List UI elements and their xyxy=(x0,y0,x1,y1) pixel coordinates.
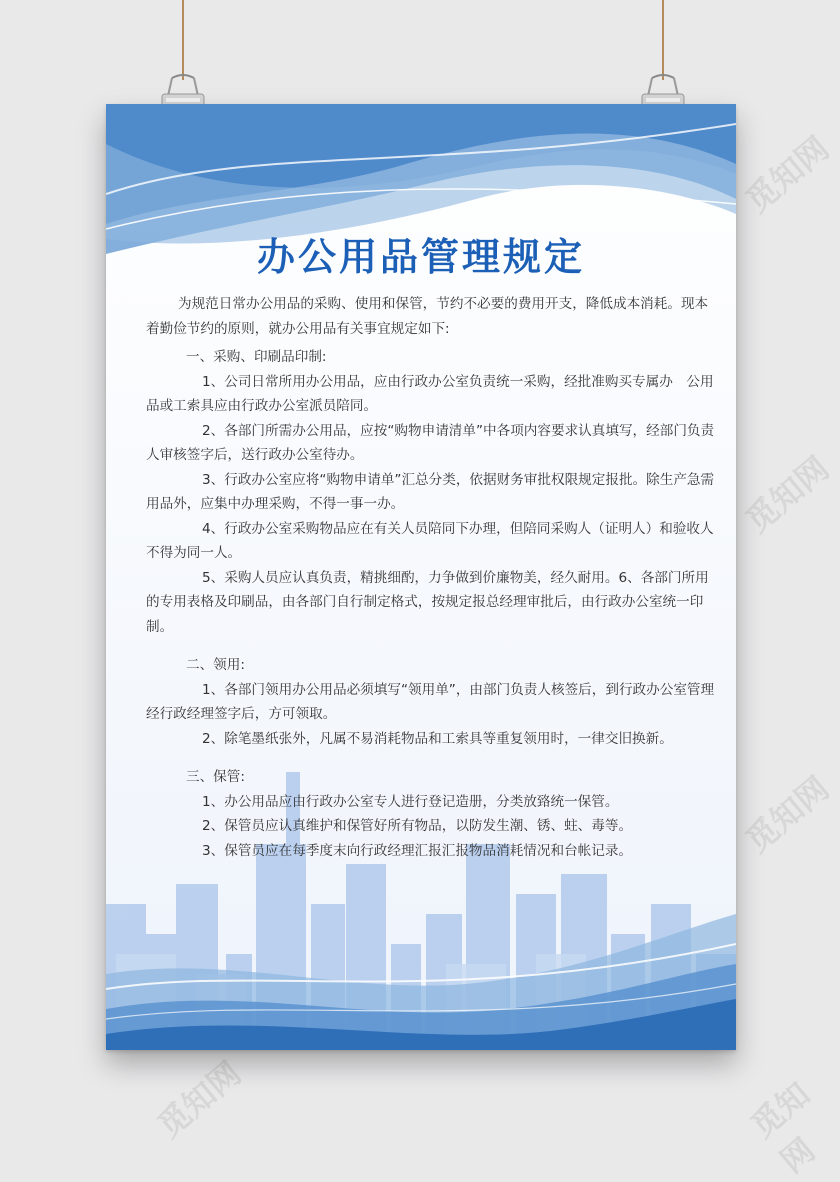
list-item: 5、采购人员应认真负责，精挑细酌，力争做到价廉物美，经久耐用。6、各部门所用的专用表格及印刷品，由各部门自行制定格式，按规定报总经理审批后，由行政办公室统一印制。 xyxy=(146,569,709,635)
section-heading: 二、领用: xyxy=(186,657,245,673)
list-item: 1、各部门领用办公用品必须填写“领用单”，由部门负责人核签后，到行政办公室管理经行政经理签字后，方可领取。 xyxy=(146,681,715,722)
watermark-text: 觅知网 xyxy=(738,449,837,540)
hanging-string-left xyxy=(0,0,840,120)
section-heading: 三、保管: xyxy=(186,769,245,785)
list-item: 2、各部门所需办公用品，应按“购物申请清单”中各项内容要求认真填写，经部门负责人审核签字后，送行政办公室待办。 xyxy=(146,422,715,463)
list-item: 3、保管员应在每季度末向行政经理汇报汇报物品消耗情况和台帐记录。 xyxy=(202,842,633,859)
list-item: 1、办公用品应由行政办公室专人进行登记造册，分类放臵统一保管。 xyxy=(202,793,619,810)
watermark-text: 觅知网 xyxy=(743,1074,823,1181)
list-item: 2、保管员应认真维护和保管好所有物品，以防发生潮、锈、蛀、毒等。 xyxy=(202,818,633,834)
list-item: 1、公司日常所用办公用品，应由行政办公室负责统一采购，经批准购买专属办 公用品或工索具应由行政办公室派员陪同。 xyxy=(146,373,714,414)
list-item: 3、行政办公室应将“购物申请单”汇总分类，依据财务审批权限规定报批。除生产急需用品外，应集中办理采购，不得一事一办。 xyxy=(146,471,715,512)
poster-body xyxy=(146,292,716,863)
page-title: 办公用品管理规定 xyxy=(256,235,585,279)
watermark-text: 觅知网 xyxy=(738,129,837,220)
poster xyxy=(106,104,736,1050)
intro-paragraph: 为规范日常办公用品的采购、使用和保管，节约不必要的费用开支，降低成本消耗。现本着勤俭节约的原则，就办公用品有关事宜规定如下: xyxy=(146,296,709,337)
list-item: 2、除笔墨纸张外，凡属不易消耗物品和工索具等重复领用时，一律交旧换新。 xyxy=(202,730,673,747)
watermark-text: 觅知网 xyxy=(150,1054,249,1145)
watermark-text: 觅知网 xyxy=(738,769,837,860)
list-item: 4、行政办公室采购物品应在有关人员陪同下办理，但陪同采购人（证明人）和验收人不得为同一人。 xyxy=(146,520,714,561)
section-heading: 一、采购、印刷品印制: xyxy=(186,349,327,365)
